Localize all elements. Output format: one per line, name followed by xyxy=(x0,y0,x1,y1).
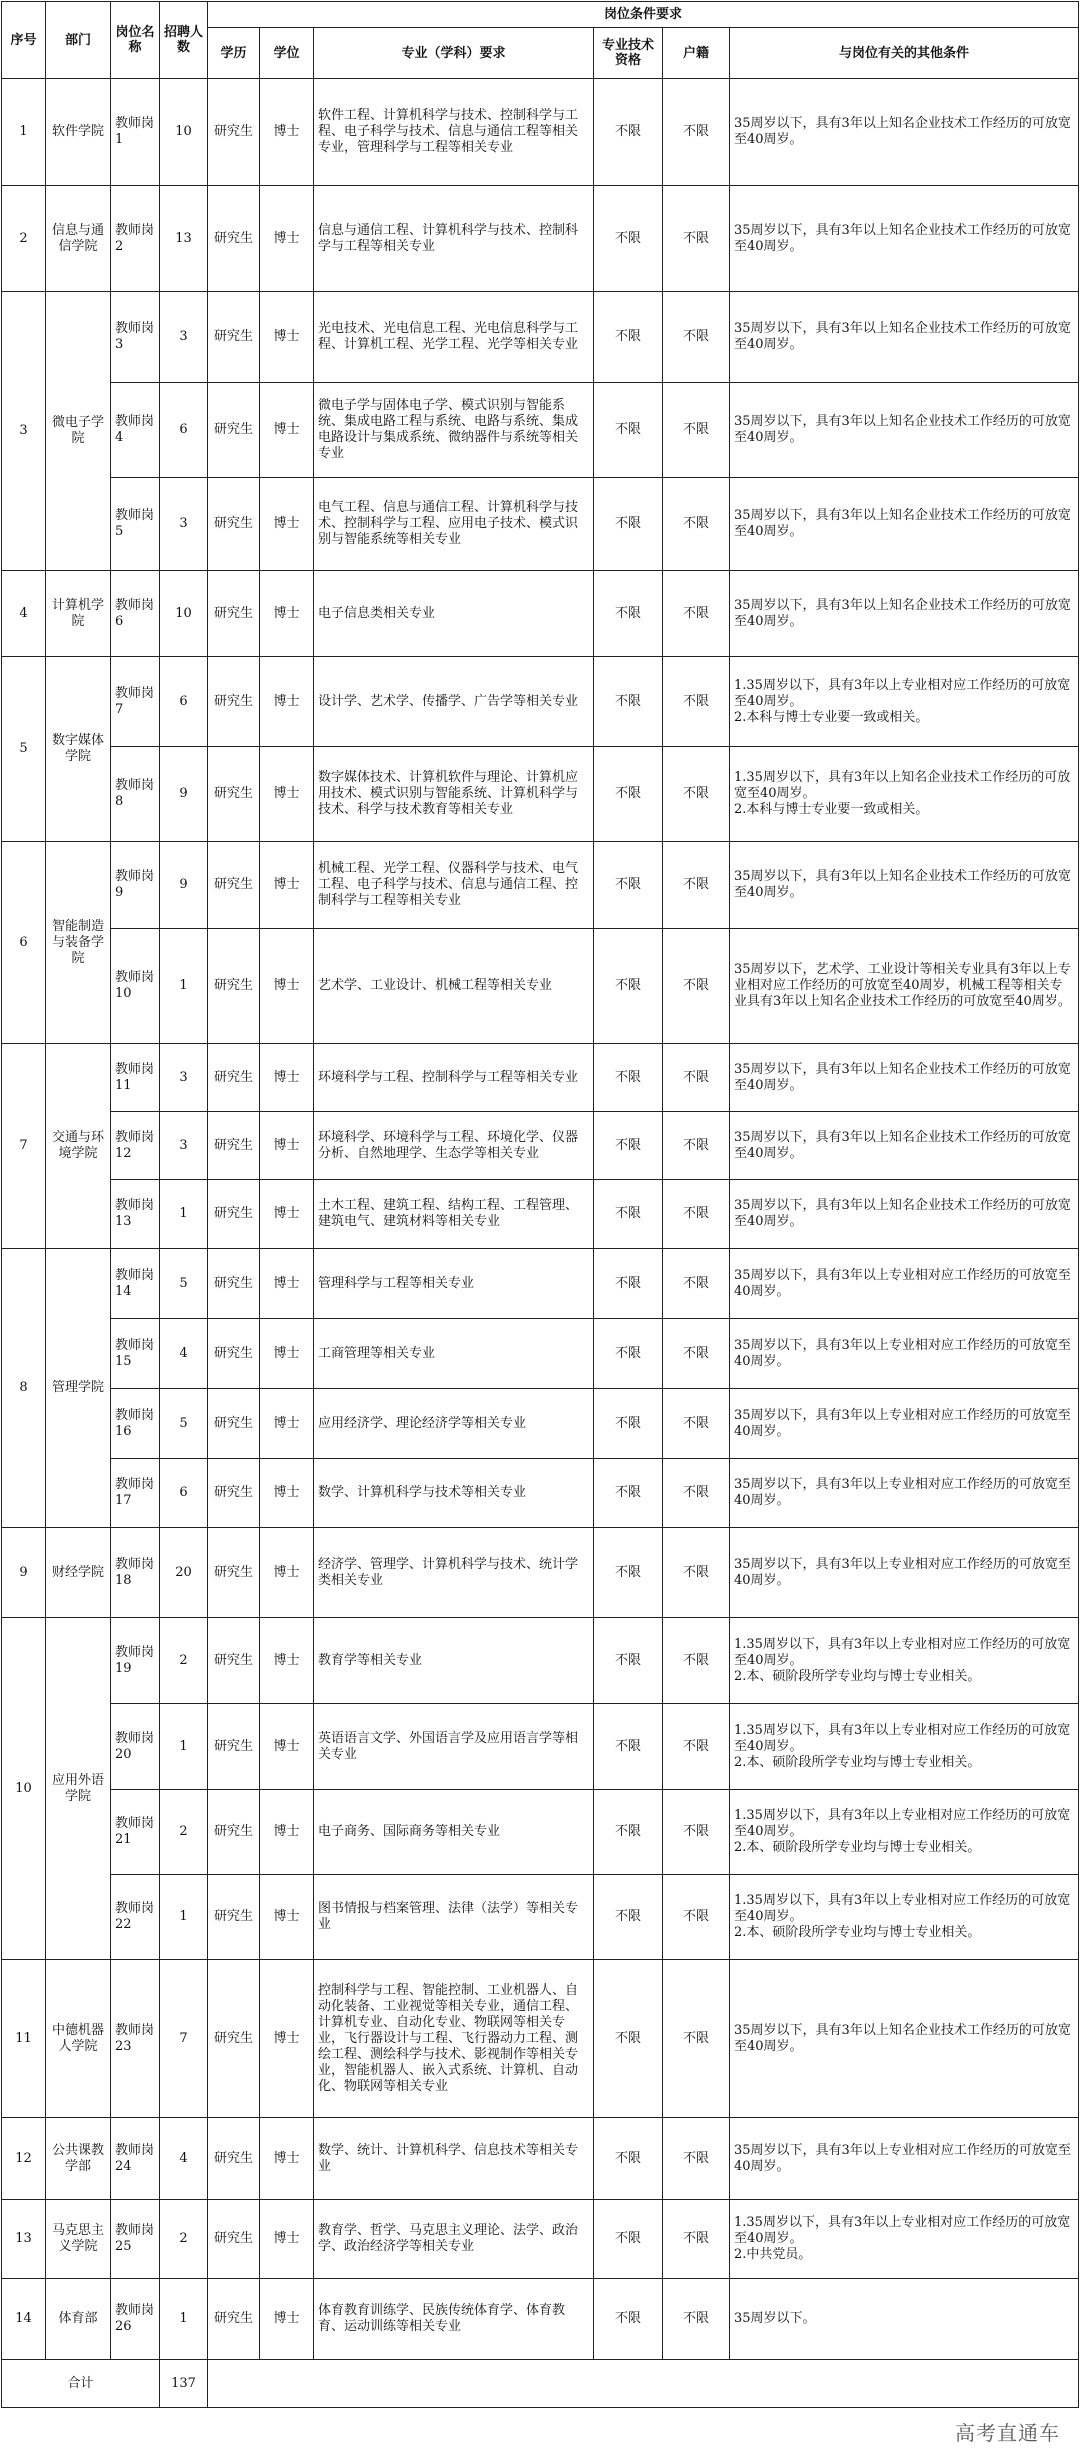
row-post: 教师岗11 xyxy=(111,1044,160,1112)
row-edu: 研究生 xyxy=(208,842,260,929)
row-hukou: 不限 xyxy=(663,1180,730,1249)
table-row xyxy=(2,2200,1079,2279)
row-seq: 8 xyxy=(2,1249,46,1528)
row-count: 1 xyxy=(160,1875,208,1960)
row-edu: 研究生 xyxy=(208,1459,260,1528)
row-major: 机械工程、光学工程、仪器科学与技术、电气工程、电子科学与技术、信息与通信工程、控制科学与工程等相关专业 xyxy=(314,842,594,929)
row-dept: 财经学院 xyxy=(46,1528,111,1618)
row-qual: 不限 xyxy=(594,383,663,478)
header-count: 招聘人数 xyxy=(160,2,208,79)
row-hukou: 不限 xyxy=(663,1459,730,1528)
row-post: 教师岗12 xyxy=(111,1112,160,1180)
row-count: 3 xyxy=(160,478,208,571)
table-row xyxy=(2,1249,1079,1319)
row-degree: 博士 xyxy=(260,657,314,747)
row-qual: 不限 xyxy=(594,186,663,292)
row-major: 体育教育训练学、民族传统体育学、体育教育、运动训练等相关专业 xyxy=(314,2279,594,2360)
row-hukou: 不限 xyxy=(663,842,730,929)
row-other: 35周岁以下，具有3年以上知名企业技术工作经历的可放宽至40周岁。 xyxy=(730,1044,1079,1112)
row-degree: 博士 xyxy=(260,292,314,383)
row-other: 35周岁以下，具有3年以上知名企业技术工作经历的可放宽至40周岁。 xyxy=(730,79,1079,186)
header-conditions: 岗位条件要求 xyxy=(208,2,1079,28)
row-edu: 研究生 xyxy=(208,1960,260,2118)
row-hukou: 不限 xyxy=(663,2279,730,2360)
row-post: 教师岗3 xyxy=(111,292,160,383)
row-edu: 研究生 xyxy=(208,1875,260,1960)
row-seq: 4 xyxy=(2,571,46,657)
row-hukou: 不限 xyxy=(663,657,730,747)
row-post: 教师岗16 xyxy=(111,1389,160,1459)
row-degree: 博士 xyxy=(260,1319,314,1389)
row-post: 教师岗4 xyxy=(111,383,160,478)
row-edu: 研究生 xyxy=(208,478,260,571)
row-hukou: 不限 xyxy=(663,1319,730,1389)
row-post: 教师岗19 xyxy=(111,1618,160,1704)
row-other: 1.35周岁以下，具有3年以上专业相对应工作经历的可放宽至40周岁。 2.中共党员。 xyxy=(730,2200,1079,2279)
row-qual: 不限 xyxy=(594,1618,663,1704)
row-other: 35周岁以下，具有3年以上知名企业技术工作经历的可放宽至40周岁。 xyxy=(730,1960,1079,2118)
row-dept: 体育部 xyxy=(46,2279,111,2360)
row-degree: 博士 xyxy=(260,2200,314,2279)
table-row xyxy=(2,747,1079,842)
row-major: 微电子学与固体电子学、模式识别与智能系统、集成电路工程与系统、电路与系统、集成电路设计与集成系统、微纳器件与系统等相关专业 xyxy=(314,383,594,478)
row-seq: 9 xyxy=(2,1528,46,1618)
row-edu: 研究生 xyxy=(208,1389,260,1459)
row-post: 教师岗22 xyxy=(111,1875,160,1960)
row-qual: 不限 xyxy=(594,571,663,657)
row-hukou: 不限 xyxy=(663,1875,730,1960)
table-row xyxy=(2,1790,1079,1875)
row-count: 7 xyxy=(160,1960,208,2118)
row-hukou: 不限 xyxy=(663,383,730,478)
row-degree: 博士 xyxy=(260,1180,314,1249)
row-edu: 研究生 xyxy=(208,2118,260,2200)
row-major: 教育学等相关专业 xyxy=(314,1618,594,1704)
watermark-text: 高考直通车 xyxy=(949,2414,1066,2452)
row-other: 35周岁以下，具有3年以上知名企业技术工作经历的可放宽至40周岁。 xyxy=(730,383,1079,478)
row-edu: 研究生 xyxy=(208,1704,260,1790)
row-count: 9 xyxy=(160,842,208,929)
row-major: 电气工程、信息与通信工程、计算机科学与技术、控制科学与工程、应用电子技术、模式识别与智能系统等相关专业 xyxy=(314,478,594,571)
row-count: 3 xyxy=(160,1044,208,1112)
table-row xyxy=(2,1528,1079,1618)
row-major: 电子商务、国际商务等相关专业 xyxy=(314,1790,594,1875)
row-degree: 博士 xyxy=(260,1459,314,1528)
row-major: 光电技术、光电信息工程、光电信息科学与工程、计算机工程、光学工程、光学等相关专业 xyxy=(314,292,594,383)
table-row xyxy=(2,657,1079,747)
row-edu: 研究生 xyxy=(208,1528,260,1618)
row-qual: 不限 xyxy=(594,1180,663,1249)
header-hukou: 户籍 xyxy=(663,28,730,79)
row-degree: 博士 xyxy=(260,1790,314,1875)
row-other: 35周岁以下，具有3年以上知名企业技术工作经历的可放宽至40周岁。 xyxy=(730,478,1079,571)
row-seq: 6 xyxy=(2,842,46,1044)
row-hukou: 不限 xyxy=(663,478,730,571)
row-qual: 不限 xyxy=(594,1389,663,1459)
row-major: 艺术学、工业设计、机械工程等相关专业 xyxy=(314,929,594,1044)
row-qual: 不限 xyxy=(594,747,663,842)
row-major: 数学、统计、计算机科学、信息技术等相关专业 xyxy=(314,2118,594,2200)
row-edu: 研究生 xyxy=(208,1618,260,1704)
total-blank xyxy=(208,2360,1079,2408)
row-post: 教师岗7 xyxy=(111,657,160,747)
header-other: 与岗位有关的其他条件 xyxy=(730,28,1079,79)
row-qual: 不限 xyxy=(594,842,663,929)
row-other: 35周岁以下，具有3年以上专业相对应工作经历的可放宽至40周岁。 xyxy=(730,1249,1079,1319)
header-degree: 学位 xyxy=(260,28,314,79)
row-qual: 不限 xyxy=(594,79,663,186)
table-row xyxy=(2,1459,1079,1528)
table-row xyxy=(2,478,1079,571)
row-qual: 不限 xyxy=(594,292,663,383)
row-other: 35周岁以下，具有3年以上专业相对应工作经历的可放宽至40周岁。 xyxy=(730,1459,1079,1528)
row-edu: 研究生 xyxy=(208,186,260,292)
header-post: 岗位名称 xyxy=(111,2,160,79)
row-major: 土木工程、建筑工程、结构工程、工程管理、建筑电气、建筑材料等相关专业 xyxy=(314,1180,594,1249)
row-count: 4 xyxy=(160,2118,208,2200)
row-count: 3 xyxy=(160,292,208,383)
row-major: 管理科学与工程等相关专业 xyxy=(314,1249,594,1319)
table-row xyxy=(2,1704,1079,1790)
row-other: 1.35周岁以下，具有3年以上专业相对应工作经历的可放宽至40周岁。 2.本、硕阶段所学专业均与博士专业相关。 xyxy=(730,1618,1079,1704)
row-hukou: 不限 xyxy=(663,2118,730,2200)
row-seq: 1 xyxy=(2,79,46,186)
row-qual: 不限 xyxy=(594,2200,663,2279)
row-post: 教师岗8 xyxy=(111,747,160,842)
row-hukou: 不限 xyxy=(663,1528,730,1618)
row-major: 图书情报与档案管理、法律（法学）等相关专业 xyxy=(314,1875,594,1960)
row-count: 6 xyxy=(160,383,208,478)
row-post: 教师岗23 xyxy=(111,1960,160,2118)
row-dept: 管理学院 xyxy=(46,1249,111,1528)
row-degree: 博士 xyxy=(260,2279,314,2360)
row-hukou: 不限 xyxy=(663,292,730,383)
row-count: 1 xyxy=(160,2279,208,2360)
row-other: 35周岁以下，具有3年以上知名企业技术工作经历的可放宽至40周岁。 xyxy=(730,1112,1079,1180)
row-seq: 7 xyxy=(2,1044,46,1249)
table-row xyxy=(2,1044,1079,1112)
row-other: 35周岁以下，具有3年以上知名企业技术工作经历的可放宽至40周岁。 xyxy=(730,842,1079,929)
total-label: 合计 xyxy=(2,2360,160,2408)
row-degree: 博士 xyxy=(260,2118,314,2200)
row-dept: 交通与环境学院 xyxy=(46,1044,111,1249)
row-dept: 应用外语学院 xyxy=(46,1618,111,1960)
row-qual: 不限 xyxy=(594,2118,663,2200)
row-dept: 信息与通信学院 xyxy=(46,186,111,292)
row-major: 设计学、艺术学、传播学、广告学等相关专业 xyxy=(314,657,594,747)
row-post: 教师岗20 xyxy=(111,1704,160,1790)
row-hukou: 不限 xyxy=(663,1389,730,1459)
row-count: 10 xyxy=(160,571,208,657)
row-post: 教师岗5 xyxy=(111,478,160,571)
table-row xyxy=(2,1389,1079,1459)
row-degree: 博士 xyxy=(260,1875,314,1960)
row-hukou: 不限 xyxy=(663,929,730,1044)
row-other: 1.35周岁以下，具有3年以上专业相对应工作经历的可放宽至40周岁。 2.本、硕阶段所学专业均与博士专业相关。 xyxy=(730,1875,1079,1960)
row-qual: 不限 xyxy=(594,1044,663,1112)
row-other: 35周岁以下。 xyxy=(730,2279,1079,2360)
table-row xyxy=(2,1112,1079,1180)
row-seq: 13 xyxy=(2,2200,46,2279)
row-degree: 博士 xyxy=(260,1704,314,1790)
row-seq: 14 xyxy=(2,2279,46,2360)
row-major: 数学、计算机科学与技术等相关专业 xyxy=(314,1459,594,1528)
row-degree: 博士 xyxy=(260,1960,314,2118)
row-edu: 研究生 xyxy=(208,1249,260,1319)
row-post: 教师岗6 xyxy=(111,571,160,657)
table-row xyxy=(2,842,1079,929)
row-degree: 博士 xyxy=(260,747,314,842)
table-row xyxy=(2,571,1079,657)
row-qual: 不限 xyxy=(594,1319,663,1389)
row-degree: 博士 xyxy=(260,842,314,929)
row-post: 教师岗1 xyxy=(111,79,160,186)
row-post: 教师岗26 xyxy=(111,2279,160,2360)
row-count: 5 xyxy=(160,1389,208,1459)
row-count: 2 xyxy=(160,2200,208,2279)
row-count: 9 xyxy=(160,747,208,842)
row-qual: 不限 xyxy=(594,1459,663,1528)
table-row xyxy=(2,79,1079,186)
row-post: 教师岗13 xyxy=(111,1180,160,1249)
row-other: 35周岁以下，具有3年以上知名企业技术工作经历的可放宽至40周岁。 xyxy=(730,292,1079,383)
row-count: 2 xyxy=(160,1790,208,1875)
row-edu: 研究生 xyxy=(208,657,260,747)
row-edu: 研究生 xyxy=(208,1319,260,1389)
row-count: 20 xyxy=(160,1528,208,1618)
row-qual: 不限 xyxy=(594,2279,663,2360)
row-major: 工商管理等相关专业 xyxy=(314,1319,594,1389)
table-row xyxy=(2,1319,1079,1389)
row-other: 1.35周岁以下，具有3年以上专业相对应工作经历的可放宽至40周岁。 2.本、硕阶段所学专业均与博士专业相关。 xyxy=(730,1790,1079,1875)
row-degree: 博士 xyxy=(260,929,314,1044)
row-post: 教师岗14 xyxy=(111,1249,160,1319)
row-other: 1.35周岁以下，具有3年以上专业相对应工作经历的可放宽至40周岁。 2.本科与博士专业要一致或相关。 xyxy=(730,657,1079,747)
row-major: 电子信息类相关专业 xyxy=(314,571,594,657)
row-post: 教师岗17 xyxy=(111,1459,160,1528)
row-other: 35周岁以下，具有3年以上专业相对应工作经历的可放宽至40周岁。 xyxy=(730,2118,1079,2200)
row-dept: 微电子学院 xyxy=(46,292,111,571)
row-edu: 研究生 xyxy=(208,79,260,186)
row-hukou: 不限 xyxy=(663,1960,730,2118)
row-degree: 博士 xyxy=(260,1249,314,1319)
row-hukou: 不限 xyxy=(663,79,730,186)
row-degree: 博士 xyxy=(260,478,314,571)
row-degree: 博士 xyxy=(260,571,314,657)
row-edu: 研究生 xyxy=(208,571,260,657)
row-other: 35周岁以下，具有3年以上专业相对应工作经历的可放宽至40周岁。 xyxy=(730,1528,1079,1618)
row-count: 1 xyxy=(160,1704,208,1790)
row-degree: 博士 xyxy=(260,1044,314,1112)
row-qual: 不限 xyxy=(594,1704,663,1790)
row-major: 环境科学与工程、控制科学与工程等相关专业 xyxy=(314,1044,594,1112)
row-count: 3 xyxy=(160,1112,208,1180)
row-post: 教师岗9 xyxy=(111,842,160,929)
row-other: 35周岁以下，具有3年以上专业相对应工作经历的可放宽至40周岁。 xyxy=(730,1389,1079,1459)
row-qual: 不限 xyxy=(594,1249,663,1319)
row-other: 35周岁以下，具有3年以上专业相对应工作经历的可放宽至40周岁。 xyxy=(730,1319,1079,1389)
row-other: 35周岁以下，具有3年以上知名企业技术工作经历的可放宽至40周岁。 xyxy=(730,186,1079,292)
row-major: 数字媒体技术、计算机软件与理论、计算机应用技术、模式识别与智能系统、计算机科学与技术、科学与技术教育等相关专业 xyxy=(314,747,594,842)
row-dept: 数字媒体学院 xyxy=(46,657,111,842)
row-hukou: 不限 xyxy=(663,186,730,292)
row-post: 教师岗25 xyxy=(111,2200,160,2279)
row-count: 1 xyxy=(160,929,208,1044)
row-dept: 软件学院 xyxy=(46,79,111,186)
row-post: 教师岗2 xyxy=(111,186,160,292)
row-count: 10 xyxy=(160,79,208,186)
row-post: 教师岗24 xyxy=(111,2118,160,2200)
row-degree: 博士 xyxy=(260,1389,314,1459)
table-row xyxy=(2,1618,1079,1704)
row-edu: 研究生 xyxy=(208,2279,260,2360)
row-count: 6 xyxy=(160,657,208,747)
row-count: 5 xyxy=(160,1249,208,1319)
table-row xyxy=(2,383,1079,478)
row-qual: 不限 xyxy=(594,1528,663,1618)
row-other: 35周岁以下，具有3年以上知名企业技术工作经历的可放宽至40周岁。 xyxy=(730,571,1079,657)
table-body xyxy=(2,79,1079,2360)
row-qual: 不限 xyxy=(594,1112,663,1180)
row-post: 教师岗15 xyxy=(111,1319,160,1389)
recruitment-table xyxy=(1,1,1079,2408)
row-post: 教师岗21 xyxy=(111,1790,160,1875)
row-qual: 不限 xyxy=(594,1875,663,1960)
row-degree: 博士 xyxy=(260,383,314,478)
row-count: 13 xyxy=(160,186,208,292)
header-qual: 专业技术资格 xyxy=(594,28,663,79)
row-count: 2 xyxy=(160,1618,208,1704)
row-count: 1 xyxy=(160,1180,208,1249)
row-hukou: 不限 xyxy=(663,1112,730,1180)
row-qual: 不限 xyxy=(594,1790,663,1875)
table-row xyxy=(2,1180,1079,1249)
row-major: 英语语言文学、外国语言学及应用语言学等相关专业 xyxy=(314,1704,594,1790)
row-edu: 研究生 xyxy=(208,1044,260,1112)
row-major: 教育学、哲学、马克思主义理论、法学、政治学、政治经济学等相关专业 xyxy=(314,2200,594,2279)
row-degree: 博士 xyxy=(260,1112,314,1180)
row-dept: 马克思主义学院 xyxy=(46,2200,111,2279)
row-degree: 博士 xyxy=(260,79,314,186)
row-qual: 不限 xyxy=(594,1960,663,2118)
row-major: 应用经济学、理论经济学等相关专业 xyxy=(314,1389,594,1459)
table-row xyxy=(2,186,1079,292)
header-major: 专业（学科）要求 xyxy=(314,28,594,79)
row-dept: 公共课教学部 xyxy=(46,2118,111,2200)
row-major: 经济学、管理学、计算机科学与技术、统计学类相关专业 xyxy=(314,1528,594,1618)
row-post: 教师岗10 xyxy=(111,929,160,1044)
row-seq: 12 xyxy=(2,2118,46,2200)
row-hukou: 不限 xyxy=(663,571,730,657)
row-hukou: 不限 xyxy=(663,2200,730,2279)
row-other: 35周岁以下，艺术学、工业设计等相关专业具有3年以上专业相对应工作经历的可放宽至40周岁，机械工程等相关专业具有3年以上知名企业技术工作经历的可放宽至40周岁。 xyxy=(730,929,1079,1044)
row-degree: 博士 xyxy=(260,1618,314,1704)
row-hukou: 不限 xyxy=(663,1704,730,1790)
row-other: 35周岁以下，具有3年以上知名企业技术工作经历的可放宽至40周岁。 xyxy=(730,1180,1079,1249)
table-row xyxy=(2,2279,1079,2360)
row-edu: 研究生 xyxy=(208,929,260,1044)
row-edu: 研究生 xyxy=(208,1180,260,1249)
row-seq: 2 xyxy=(2,186,46,292)
row-seq: 3 xyxy=(2,292,46,571)
row-other: 1.35周岁以下，具有3年以上专业相对应工作经历的可放宽至40周岁。 2.本、硕阶段所学专业均与博士专业相关。 xyxy=(730,1704,1079,1790)
header-seq: 序号 xyxy=(2,2,46,79)
row-degree: 博士 xyxy=(260,1528,314,1618)
row-hukou: 不限 xyxy=(663,1249,730,1319)
row-hukou: 不限 xyxy=(663,1044,730,1112)
row-edu: 研究生 xyxy=(208,1112,260,1180)
row-dept: 计算机学院 xyxy=(46,571,111,657)
row-post: 教师岗18 xyxy=(111,1528,160,1618)
row-seq: 11 xyxy=(2,1960,46,2118)
header-dept: 部门 xyxy=(46,2,111,79)
table-row xyxy=(2,929,1079,1044)
header-edu: 学历 xyxy=(208,28,260,79)
table-row xyxy=(2,292,1079,383)
row-hukou: 不限 xyxy=(663,747,730,842)
row-edu: 研究生 xyxy=(208,747,260,842)
row-hukou: 不限 xyxy=(663,1618,730,1704)
row-qual: 不限 xyxy=(594,929,663,1044)
row-degree: 博士 xyxy=(260,186,314,292)
row-hukou: 不限 xyxy=(663,1790,730,1875)
row-edu: 研究生 xyxy=(208,1790,260,1875)
row-dept: 中德机器人学院 xyxy=(46,1960,111,2118)
row-count: 4 xyxy=(160,1319,208,1389)
total-value: 137 xyxy=(160,2360,208,2408)
row-seq: 5 xyxy=(2,657,46,842)
table-row xyxy=(2,1875,1079,1960)
row-edu: 研究生 xyxy=(208,292,260,383)
row-major: 信息与通信工程、计算机科学与技术、控制科学与工程等相关专业 xyxy=(314,186,594,292)
row-other: 1.35周岁以下，具有3年以上知名企业技术工作经历的可放宽至40周岁。 2.本科与博士专业要一致或相关。 xyxy=(730,747,1079,842)
row-count: 6 xyxy=(160,1459,208,1528)
row-dept: 智能制造与装备学院 xyxy=(46,842,111,1044)
row-major: 环境科学、环境科学与工程、环境化学、仪器分析、自然地理学、生态学等相关专业 xyxy=(314,1112,594,1180)
row-edu: 研究生 xyxy=(208,2200,260,2279)
row-major: 控制科学与工程、智能控制、工业机器人、自动化装备、工业视觉等相关专业，通信工程、计算机专业、自动化专业、物联网等相关专业，飞行器设计与工程、飞行器动力工程、测绘工程、测绘科学与技术、影视制作等相关专业，智能机器人、嵌入式系统、计算机、自动化、物联网等相关专业 xyxy=(314,1960,594,2118)
row-qual: 不限 xyxy=(594,657,663,747)
table-row xyxy=(2,2118,1079,2200)
row-qual: 不限 xyxy=(594,478,663,571)
row-seq: 10 xyxy=(2,1618,46,1960)
row-edu: 研究生 xyxy=(208,383,260,478)
row-major: 软件工程、计算机科学与技术、控制科学与工程、电子科学与技术、信息与通信工程等相关专业，管理科学与工程等相关专业 xyxy=(314,79,594,186)
table-row xyxy=(2,1960,1079,2118)
